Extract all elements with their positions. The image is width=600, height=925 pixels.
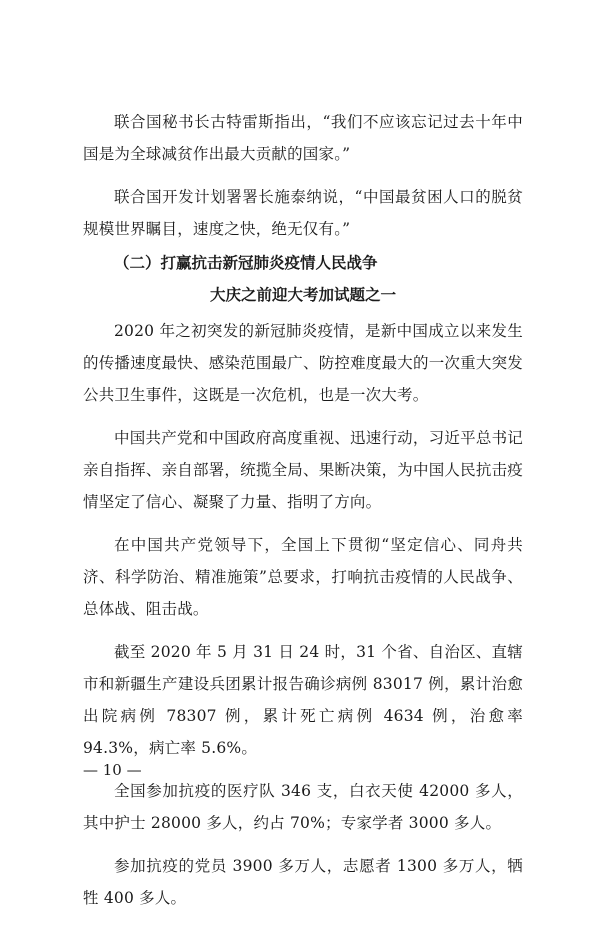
paragraph-statistics: 截至 2020 年 5 月 31 日 24 时，31 个省、自治区、直辖市和新疆生产建设兵团累计报告确诊病例 83017 例，累计治愈出院病例 78307 例，累计死亡病例 4634 例，治愈率 94.3%，病亡率 5.6%。: [83, 643, 523, 757]
paragraph-medical-teams: 全国参加抗疫的医疗队 346 支，白衣天使 42000 多人，其中护士 28000 多人，约占 70%；专家学者 3000 多人。: [83, 782, 523, 832]
paragraph-guterres-quote: 联合国秘书长古特雷斯指出，“我们不应该忘记过去十年中国是为全球减贫作出最大贡献的国家。”: [83, 113, 523, 163]
section-heading: （二）打赢抗击新冠肺炎疫情人民战争: [114, 254, 378, 272]
paragraph-party-members: 参加抗疫的党员 3900 多万人，志愿者 1300 多万人，牺牲 400 多人。: [83, 857, 523, 907]
document-body: [83, 106, 523, 925]
paragraph-people-war: 在中国共产党领导下，全国上下贯彻“坚定信心、同舟共济、科学防治、精准施策”总要求，打响抗击疫情的人民战争、总体战、阻击战。: [83, 536, 523, 618]
section-subheading: 大庆之前迎大考加试题之一: [209, 286, 396, 304]
paragraph-leadership: 中国共产党和中国政府高度重视、迅速行动，习近平总书记亲自指挥、亲自部署，统揽全局、果断决策，为中国人民抗击疫情坚定了信心、凝聚了力量、指明了方向。: [83, 429, 523, 511]
page-number: — 10 —: [83, 761, 142, 779]
paragraph-undp-quote: 联合国开发计划署署长施泰纳说，“中国最贫困人口的脱贫规模世界瞩目，速度之快，绝无仅有。”: [83, 188, 523, 238]
paragraph-outbreak: 2020 年之初突发的新冠肺炎疫情，是新中国成立以来发生的传播速度最快、感染范围最广、防控难度最大的一次重大突发公共卫生事件，这既是一次危机，也是一次大考。: [83, 322, 523, 404]
